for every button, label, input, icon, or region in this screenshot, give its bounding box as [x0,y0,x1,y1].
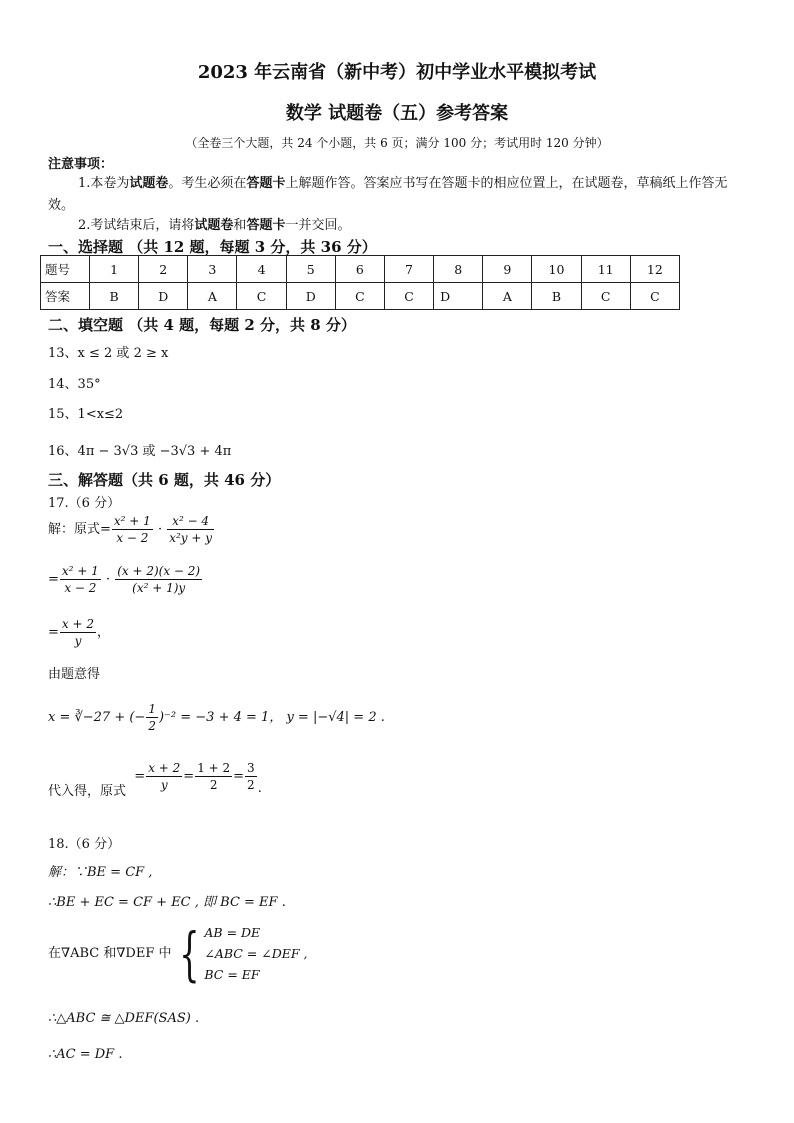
q17-values [48,701,385,734]
fraction [60,616,96,649]
notes-item-2-text: 2.考试结束后，请将 [78,218,195,233]
fraction-denominator: 2 [247,778,255,792]
substitute-label: 代入得，原式 [48,784,127,799]
table-cell: 3 [188,256,237,283]
notes-item-1-text: 。考生必须在 [168,176,247,191]
q17-step-3 [48,616,110,649]
fraction-denominator: x − 2 [116,531,149,545]
fraction-denominator: y [160,778,168,792]
value-expression: y = |−√4| = 2 . [286,710,385,725]
fraction-denominator: x²y + y [169,531,213,545]
q17-label: 17.（6 分） [48,496,121,511]
answer-13: 13、x ≤ 2 或 2 ≥ x [48,346,169,361]
table-row-label: 题号 [41,256,90,283]
value-expression: )⁻² = −3 + 4 = 1， [158,710,283,725]
q18-system [48,919,308,988]
notes-item-1-bold: 试题卷 [129,176,169,191]
section-3-heading: 三、解答题（共 6 题，共 46 分） [48,471,281,489]
fraction-denominator: (x² + 1)y [132,581,186,595]
table-cell: B [90,283,139,310]
notes-item-1-text: 1.本卷为 [78,176,130,191]
equation-system [204,922,307,985]
table-cell: D [434,283,483,310]
exam-subtitle: 数学 试题卷（五）参考答案 [285,103,509,124]
notes-item-2-text: 一并交回。 [285,218,351,233]
comma: ， [97,625,111,640]
notes-item-2-text: 和 [233,218,247,233]
equals-sign: = [48,572,59,587]
notes-item-2-bold: 答题卡 [246,218,286,233]
solution-prefix: 解：原式= [48,522,111,537]
q17-substitute: 代入得，原式 = $\frac{x + 2}{y}$ = $\frac{1 + 2}{2}$ = $\frac{3}{2}$ . [48,761,262,799]
value-expression: x = ∛−27 + (− [48,710,146,725]
table-cell: C [630,283,679,310]
section-2-heading: 二、填空题 （共 4 题，每题 2 分，共 8 分） [48,316,356,334]
fraction-numerator: x² + 1 [113,514,151,528]
answer-14: 14、35° [48,377,101,392]
table-cell: A [483,283,532,310]
fraction [60,563,101,596]
fraction-numerator: x² + 1 [61,564,99,578]
fraction [195,760,232,793]
table-cell: C [581,283,630,310]
q18-line-5: ∴AC = DF . [48,1047,123,1062]
q17-step-2: = $\frac{\text{x² + 1}}{x - 2}$ · $\frac{(x + 2)(x - 2)}{\text{(x² + 1)y}}$ [48,564,201,595]
period: . [257,781,262,796]
fraction-denominator: y [74,634,82,648]
left-brace-icon: { [179,919,201,988]
exam-title: 2023 年云南省（新中考）初中学业水平模拟考试 [197,62,597,83]
fraction [245,760,257,793]
fraction-numerator: 1 + 2 [197,761,231,775]
table-cell: C [335,283,384,310]
notes-item-1-bold: 答题卡 [246,176,286,191]
q18-line-1: 解：∵BE = CF , [48,865,153,880]
notes-item-1-text: 上解题作答。答案应书写在答题卡的相应位置上，在试题卷，草稿纸上作答无效。 [48,176,728,213]
table-cell: 9 [483,256,532,283]
answer-table [40,255,680,310]
table-cell: 12 [630,256,679,283]
fraction [115,563,202,596]
table-cell: D [286,283,335,310]
section-1-heading: 一、选择题 （共 12 题，每题 3 分，共 36 分） [48,238,377,256]
answer-table-answer-row [41,283,680,310]
table-cell: 5 [286,256,335,283]
fraction [146,701,158,734]
table-cell: 6 [335,256,384,283]
table-cell: D [139,283,188,310]
table-cell: B [532,283,581,310]
q17-derive: 由题意得 [48,667,101,682]
table-row-label: 答案 [41,283,90,310]
table-cell: 8 [434,256,483,283]
q18-label: 18.（6 分） [48,837,121,852]
fraction [112,513,153,546]
table-cell: C [384,283,433,310]
system-prefix: 在∇ABC 和∇DEF 中 [48,946,172,961]
notes-item-2 [48,215,748,237]
exam-info: （全卷三个大题，共 24 个小题，共 6 页；满分 100 分；考试用时 120 分钟） [185,136,609,150]
fraction-numerator: x + 2 [61,617,94,631]
fraction-numerator: 1 [148,702,156,716]
notes-heading: 注意事项： [48,157,114,172]
table-cell: 4 [237,256,286,283]
fraction-denominator: x − 2 [64,581,97,595]
equals-sign: = [48,625,59,640]
system-line: ∠ABC = ∠DEF , [204,946,308,961]
fraction-denominator: 2 [209,778,218,792]
q17-step-1: 解：原式= $\frac{\text{x² + 1}}{x - 2}$ · $\frac{\text{x² − 4}}{\text{x²y + y}}$ [48,514,213,545]
q18-line-4: ∴△ABC ≅ △DEF(SAS) . [48,1011,200,1026]
answer-16: 16、4π − 3√3 或 −3√3 + 4π [48,444,232,459]
fraction [167,513,214,546]
table-cell: A [188,283,237,310]
table-cell: 10 [532,256,581,283]
system-line: AB = DE [204,925,261,940]
fraction [146,760,182,793]
table-cell: 7 [384,256,433,283]
system-line: BC = EF [204,967,260,982]
q18-line-2: ∴BE + EC = CF + EC , 即 BC = EF . [48,895,286,910]
fraction-numerator: x + 2 [148,761,181,775]
fraction-numerator: 3 [247,761,255,775]
notes-item-1 [48,173,748,217]
fraction-denominator: 2 [148,719,156,733]
table-cell: 1 [90,256,139,283]
table-cell: C [237,283,286,310]
notes-item-2-bold: 试题卷 [194,218,234,233]
answer-15: 15、1<x≤2 [48,407,124,422]
table-cell: 2 [139,256,188,283]
fraction-numerator: (x + 2)(x − 2) [117,564,201,578]
table-cell: 11 [581,256,630,283]
fraction-numerator: x² − 4 [167,513,214,530]
answer-table-number-row [41,256,680,283]
